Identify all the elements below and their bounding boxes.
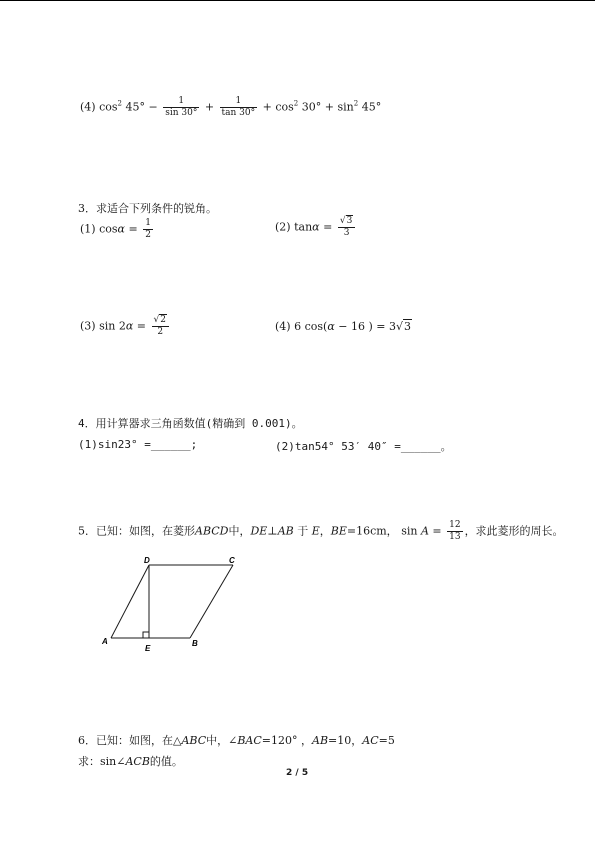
variable: ABC [181, 734, 207, 747]
text: =5 [378, 734, 395, 747]
variable: α [117, 222, 125, 236]
func-text: sin 2 [99, 319, 126, 333]
cos-text: cos [99, 100, 118, 114]
operator: − [148, 100, 158, 114]
numerator: 1 [145, 218, 151, 228]
item-label: (3) [80, 319, 96, 333]
q5-statement [78, 520, 564, 543]
angle-text: 45° [125, 100, 145, 114]
denominator: 3 [343, 228, 350, 238]
fraction [447, 520, 462, 543]
text: =10， [328, 734, 363, 747]
label-a: A [102, 637, 108, 646]
radicand: 3 [346, 216, 353, 226]
variable: AC [362, 734, 379, 747]
radicand: 2 [160, 315, 166, 325]
fraction [143, 218, 153, 241]
q3-item-3 [80, 315, 171, 338]
rhombus-shape [111, 565, 233, 638]
item-label: (4) [80, 100, 96, 114]
q4-item-2: (2)tan54° 53′ 40″ =______。 [275, 440, 452, 453]
side-cb [190, 565, 233, 638]
func-text: sin [401, 524, 418, 538]
q4-title: 4．用计算器求三角函数值(精确到 0.001)。 [78, 417, 303, 430]
page-number: 2 / 5 [286, 768, 309, 778]
variable: AB [277, 524, 294, 538]
numerator: 1 [220, 96, 258, 108]
radicand: 3 [403, 320, 411, 333]
func-text: cos [99, 222, 118, 236]
angle-text: 30° [301, 100, 322, 114]
variable: α [312, 220, 320, 234]
operator: = [432, 524, 442, 538]
operator: = [136, 319, 146, 333]
variable: BAC [237, 734, 262, 747]
label-b: B [192, 639, 198, 648]
text: 的值。 [149, 755, 183, 768]
item-label: (4) [275, 320, 291, 333]
q6-line-1 [78, 732, 395, 748]
fraction [220, 96, 258, 119]
variable: ABCD [195, 524, 229, 538]
fraction [338, 216, 355, 239]
denominator: 13 [449, 532, 461, 542]
denominator: 2 [157, 327, 164, 337]
variable: ACB [125, 755, 150, 768]
text: 中，∠ [206, 734, 238, 747]
sin-text: sin [337, 100, 354, 114]
text: 5．已知：如图，在菱形 [78, 524, 195, 538]
exponent: 2 [353, 99, 359, 108]
variable: α [327, 320, 335, 333]
text: =120° ， [261, 734, 313, 747]
numerator: 12 [449, 520, 461, 530]
operator: = [128, 222, 138, 236]
func-text: 6 cos( [294, 320, 328, 333]
exponent: 2 [293, 99, 299, 108]
numerator: 1 [163, 96, 199, 108]
exponent: 2 [117, 99, 122, 108]
perp-symbol: ⊥ [267, 524, 278, 538]
variable: BE [330, 524, 347, 538]
operator: + [204, 100, 215, 114]
denominator: 2 [145, 230, 151, 240]
operator: + [324, 100, 334, 114]
q3-item-2 [275, 216, 357, 239]
text: 于 [297, 524, 309, 538]
variable: A [420, 524, 429, 538]
cos-text: cos [275, 100, 294, 114]
variable: DE [250, 524, 268, 538]
q3-item-1 [80, 218, 155, 241]
text: 求：sin∠ [78, 755, 126, 768]
text: ，求此菱形的周长。 [464, 524, 564, 538]
variable: E [311, 524, 320, 538]
fraction [163, 96, 199, 119]
label-e: E [145, 644, 151, 653]
text: ， [319, 524, 331, 538]
expression-text: − 16 ) = 3 [334, 320, 396, 333]
item-label: (1) [80, 222, 96, 236]
item-label: (2) [275, 220, 291, 234]
q2-item-4 [80, 96, 381, 119]
denominator: tan 30° [221, 108, 256, 118]
angle-text: 45° [361, 100, 382, 114]
operator: = [323, 220, 333, 234]
numerator: √3 [338, 216, 355, 228]
numerator: √2 [152, 315, 169, 327]
label-d: D [144, 556, 150, 565]
label-c: C [229, 556, 235, 565]
side-ad [111, 565, 149, 638]
denominator: sin 30° [165, 108, 198, 118]
text: 中， [228, 524, 251, 538]
q6-line-2 [78, 753, 183, 769]
text: 6．已知：如图，在△ [78, 734, 182, 747]
q4-item-1: (1)sin23° =______; [78, 438, 198, 451]
header-rule [0, 0, 595, 1]
func-text: tan [294, 220, 313, 234]
right-angle-mark [143, 632, 149, 638]
q3-title: 3．求适合下列条件的锐角。 [78, 202, 217, 215]
variable: α [125, 319, 134, 333]
q3-item-4: (4) 6 cos(α − 16 ) = 3√3 [275, 320, 411, 333]
operator: + [262, 100, 272, 114]
rhombus-figure [96, 552, 246, 656]
text: =16cm， [346, 524, 398, 538]
fraction [152, 315, 169, 338]
variable: AB [312, 734, 329, 747]
